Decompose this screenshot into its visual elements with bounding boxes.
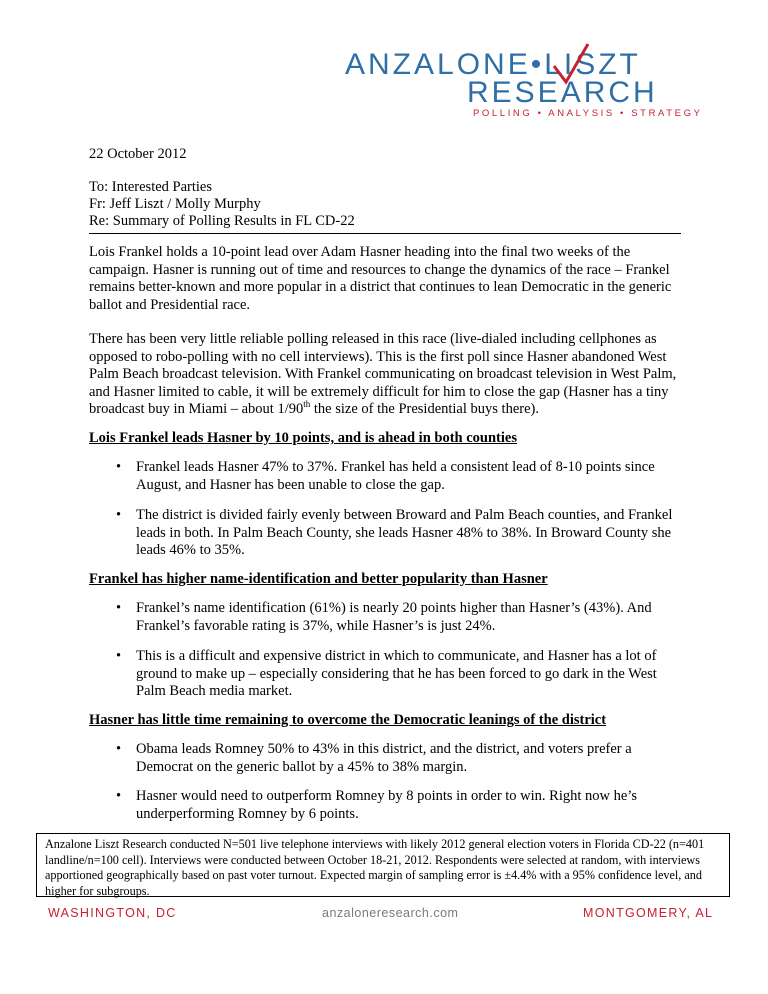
bullet-text: The district is divided fairly evenly between Broward and Palm Beach counties, and Frankel leads in both. In Palm Beach County, she leads Hasner 48% to 38%. In Broward County she leads 46% to 35%. xyxy=(136,507,673,559)
memo-from: Fr: Jeff Liszt / Molly Murphy xyxy=(89,196,261,212)
bullet-icon: • xyxy=(116,459,122,475)
bullet-icon: • xyxy=(116,648,122,664)
company-logo xyxy=(343,48,723,126)
intro-paragraph-2-end: the size of the Presidential buys there). xyxy=(310,401,539,418)
logo-wordmark-line1: ANZALONE•LISZT xyxy=(345,48,641,81)
section-heading: Lois Frankel leads Hasner by 10 points, and is ahead in both counties xyxy=(89,430,517,446)
logo-wordmark-line2: RESEARCH xyxy=(467,76,658,109)
methodology-text: Anzalone Liszt Research conducted N=501 live telephone interviews with likely 2012 general election voters in Florida CD-22 (n=401 landline/n=100 cell). Interviews were conducted between October 18-21, 2012. Respondents were selected at random, with interviews apportioned geographically based on past voter turnout. Expected margin of sampling error is ±4.4% with a 95% confidence level, and higher for subgroups. xyxy=(45,837,705,898)
bullet-text: Frankel’s name identification (61%) is nearly 20 points higher than Hasner’s (43%). And Frankel’s favorable rating is 37%, while Hasner’s is just 24%. xyxy=(136,600,652,634)
memo-to: To: Interested Parties xyxy=(89,179,213,195)
methodology-box xyxy=(36,833,730,897)
bullet-icon: • xyxy=(116,507,122,523)
memo-date: 22 October 2012 xyxy=(89,146,187,162)
bullet-icon: • xyxy=(116,788,122,804)
checkmark-icon xyxy=(550,42,592,86)
header-divider xyxy=(89,233,681,234)
intro-paragraph-2 xyxy=(89,331,689,419)
bullet-text: Hasner would need to outperform Romney by 8 points in order to win. Right now he’s underperforming Romney by 6 points. xyxy=(136,788,637,822)
memo-subject: Re: Summary of Polling Results in FL CD-22 xyxy=(89,213,355,229)
ordinal-superscript: th xyxy=(303,399,311,410)
bullet-text: Frankel leads Hasner 47% to 37%. Frankel has held a consistent lead of 8-10 points since August, and Hasner has been unable to close the gap. xyxy=(136,459,655,493)
bullet-icon: • xyxy=(116,741,122,757)
intro-paragraph-2-text: There has been very little reliable polling released in this race (live-dialed including cellphones as opposed to robo-polling with no cell interviews). This is the first poll since Hasner abandoned West Palm Beach broadcast television. With Frankel communicating on broadcast television in West Palm, and Hasner limited to cable, it will be extremely difficult for him to close the gap (Hasner has a tiny broadcast buy in Miami – about 1/90 xyxy=(89,331,677,418)
intro-paragraph-1: Lois Frankel holds a 10-point lead over Adam Hasner heading into the final two weeks of the campaign. Hasner is running out of time and resources to change the dynamics of the race – Frankel remains better-known and more popular in a district that continues to lean Democratic in the generic ballot and Presidential race. xyxy=(89,244,672,313)
logo-tagline: POLLING • ANALYSIS • STRATEGY xyxy=(473,108,703,119)
section-heading: Frankel has higher name-identification and better popularity than Hasner xyxy=(89,571,548,587)
bullet-text: Obama leads Romney 50% to 43% in this district, and the district, and voters prefer a Democrat on the generic ballot by a 45% to 38% margin. xyxy=(136,741,632,775)
footer-office-dc: WASHINGTON, DC xyxy=(48,906,177,920)
bullet-icon: • xyxy=(116,600,122,616)
footer-website-link[interactable]: anzaloneresearch.com xyxy=(322,906,459,920)
bullet-text: This is a difficult and expensive district in which to communicate, and Hasner has a lot of ground to make up – especially considering that he has been forced to go dark in the West Palm Beach media market. xyxy=(136,648,657,700)
footer-office-al: MONTGOMERY, AL xyxy=(583,906,714,920)
section-heading: Hasner has little time remaining to overcome the Democratic leanings of the district xyxy=(89,712,607,728)
